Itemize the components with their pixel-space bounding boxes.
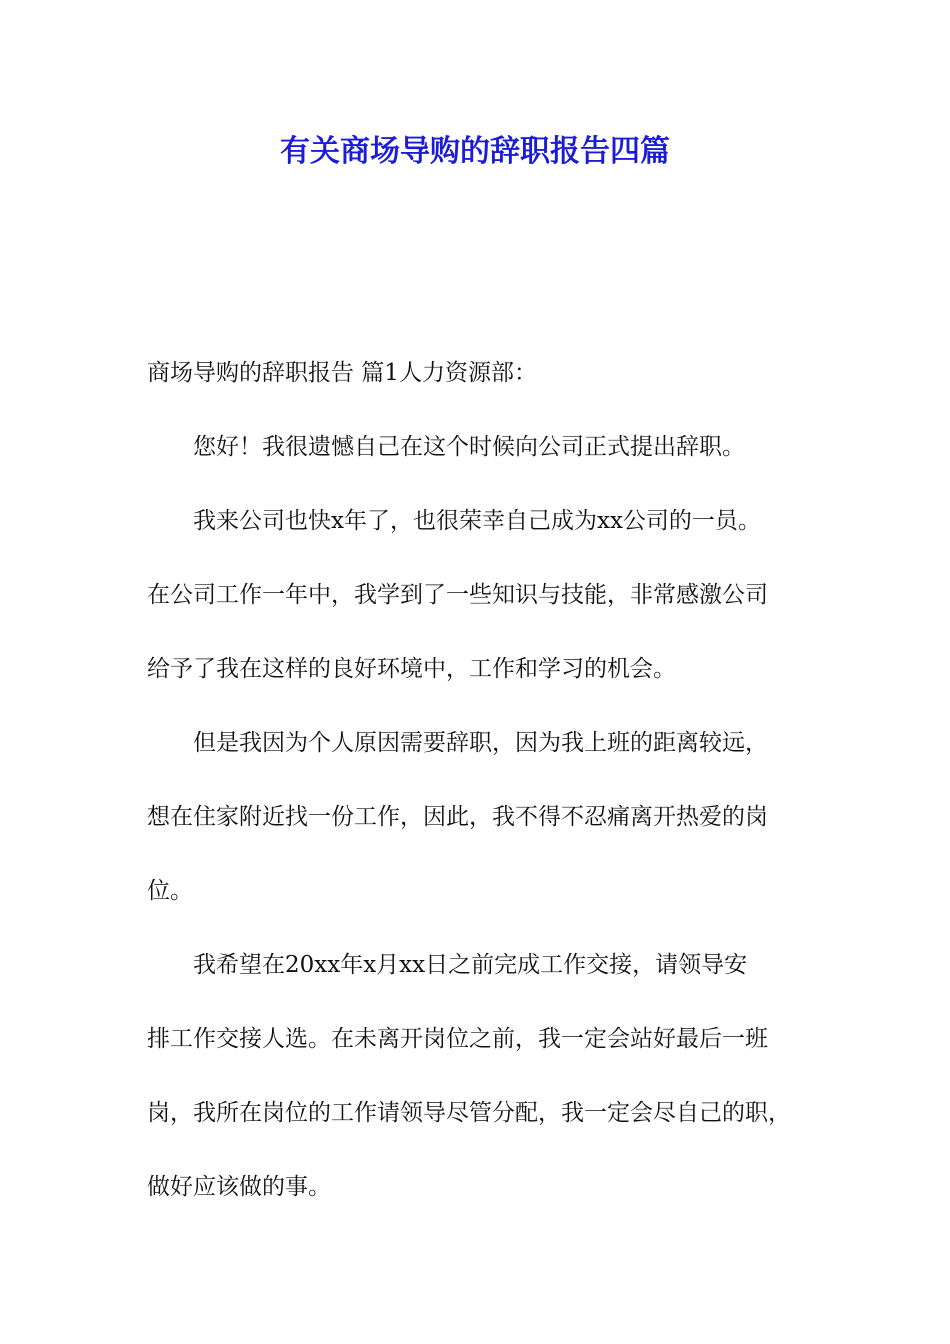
paragraph-line: 排工作交接人选。在未离开岗位之前，我一定会站好最后一班 bbox=[147, 1026, 768, 1052]
paragraph-line: 想在住家附近找一份工作，因此，我不得不忍痛离开热爱的岗 bbox=[147, 804, 768, 830]
paragraph-line: 岗，我所在岗位的工作请领导尽管分配，我一定会尽自己的职， bbox=[147, 1100, 791, 1126]
paragraph-line: 做好应该做的事。 bbox=[147, 1174, 331, 1200]
paragraph-line: 位。 bbox=[147, 878, 193, 904]
paragraph-line: 在公司工作一年中，我学到了一些知识与技能，非常感激公司 bbox=[147, 582, 768, 608]
paragraph-line: 我来公司也快x年了，也很荣幸自己成为xx公司的一员。 bbox=[193, 508, 761, 534]
paragraph-line: 但是我因为个人原因需要辞职，因为我上班的距离较远， bbox=[193, 730, 768, 756]
salutation-line: 商场导购的辞职报告 篇1人力资源部： bbox=[147, 360, 537, 386]
paragraph-line: 您好！我很遗憾自己在这个时候向公司正式提出辞职。 bbox=[193, 434, 745, 460]
document-body bbox=[147, 336, 827, 1224]
paragraph-line: 我希望在20xx年x月xx日之前完成工作交接，请领导安 bbox=[193, 952, 748, 978]
paragraph-line: 给予了我在这样的良好环境中，工作和学习的机会。 bbox=[147, 656, 676, 682]
document-title: 有关商场导购的辞职报告四篇 bbox=[280, 134, 670, 169]
